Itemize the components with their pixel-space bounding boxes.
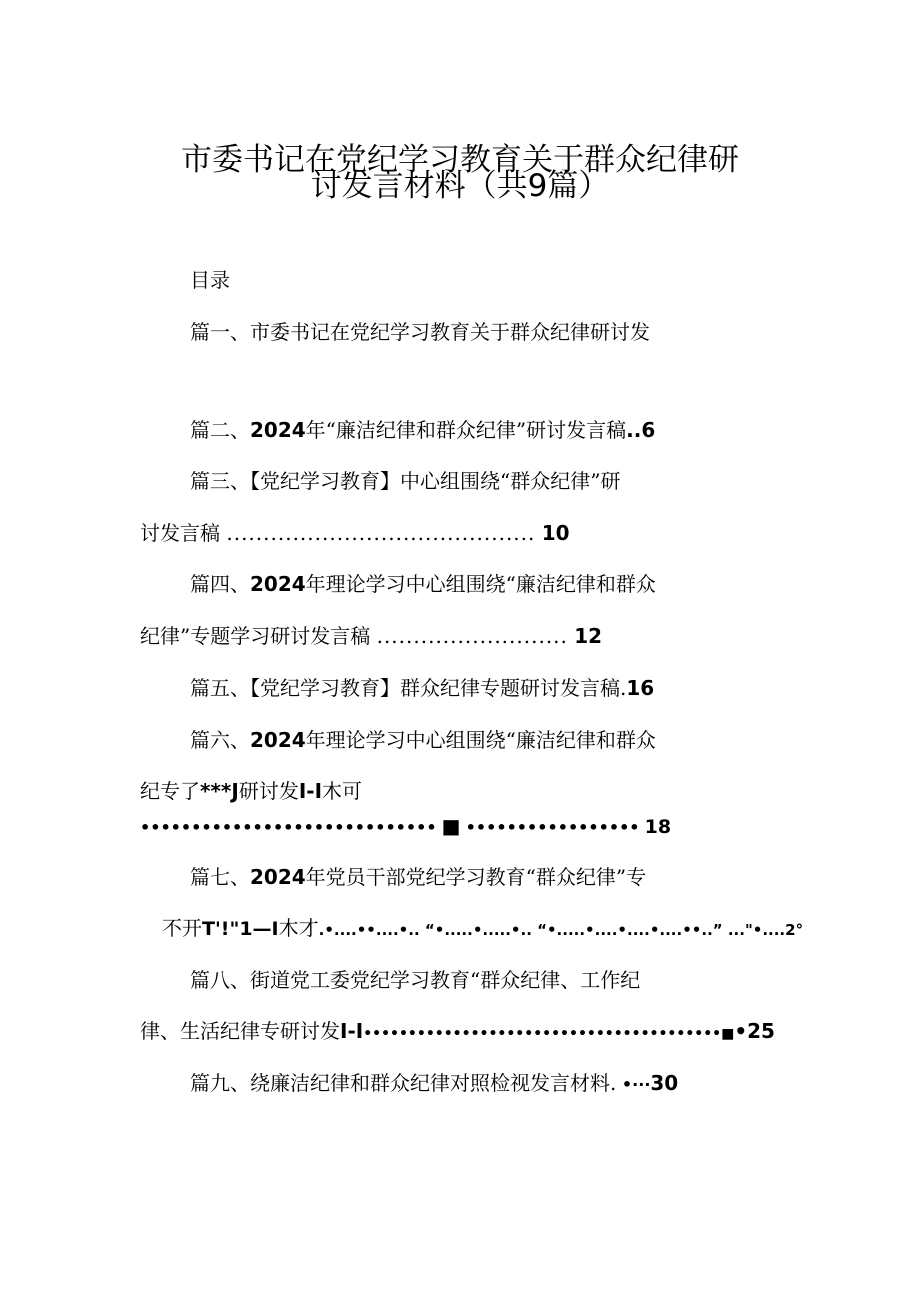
toc-label: 目录: [190, 268, 230, 292]
entry-text: 篇九、绕廉洁纪律和群众纪律对照检视发言材料.: [190, 1071, 617, 1095]
toc-entry-1[interactable]: 篇一、市委书记在党纪学习教育关于群众纪律研讨发: [190, 320, 650, 344]
entry-garbled-text: I-I: [340, 1019, 364, 1043]
entry-page-number: 12: [574, 624, 603, 648]
entry-year: 2024: [250, 728, 306, 752]
dot-leader: •···: [616, 1075, 651, 1094]
entry-text: 年党员干部党纪学习教育“群众纪律”专: [305, 865, 647, 889]
entry-year: 2024: [250, 572, 306, 596]
toc-entry-3-line-1[interactable]: 篇三、【党纪学习教育】中心组围绕“群众纪律”研: [190, 469, 621, 493]
entry-text: 不开: [162, 916, 202, 940]
toc-entry-9[interactable]: [190, 1069, 678, 1099]
entry-garbled-text: ***J: [200, 779, 239, 803]
entry-year: 2024: [250, 865, 306, 889]
entry-text: 年理论学习中心组围绕“廉洁纪律和群众: [305, 572, 656, 596]
toc-entry-7-line-1[interactable]: [190, 863, 646, 891]
toc-entry-4-line-1[interactable]: [190, 570, 656, 598]
toc-entry-8-line-1[interactable]: 篇八、街道党工委党纪学习教育“群众纪律、工作纪: [190, 968, 641, 992]
entry-garbled-text: T'!"1—I: [202, 918, 279, 940]
entry-text: 木才: [278, 916, 319, 940]
entry-text: 研讨发: [238, 779, 299, 803]
entry-text: 木可: [322, 779, 363, 803]
entry-text: 纪专了: [140, 779, 200, 803]
entry-page-number: 18: [644, 816, 672, 838]
square-mark: ■: [721, 1026, 735, 1042]
entry-page-number: ..6: [626, 418, 656, 442]
document-title-line-1: 市委书记在党纪学习教育关于群众纪律研: [181, 142, 739, 178]
entry-garbled-leader: .•....••....•.. “•.....•.....•.. “•.....•....•....•....••..” ..."•....2°: [318, 921, 804, 939]
toc-entry-3-line-2[interactable]: [140, 519, 570, 547]
toc-entry-5[interactable]: [190, 674, 654, 702]
entry-prefix: 篇二、: [190, 418, 250, 442]
entry-prefix: 篇六、: [190, 728, 250, 752]
toc-entry-4-line-2[interactable]: [140, 622, 602, 650]
entry-page-number: •25: [734, 1019, 775, 1043]
entry-text: 律、生活纪律专研讨发: [140, 1019, 340, 1043]
square-mark: ■: [441, 814, 461, 838]
toc-entry-6-line-3[interactable]: [140, 812, 671, 842]
toc-entry-2[interactable]: [190, 416, 655, 444]
entry-prefix: 篇四、: [190, 572, 250, 596]
toc-entry-6-line-2[interactable]: [140, 777, 362, 805]
dot-leader: ..........................................: [226, 521, 536, 545]
entry-page-number: 10: [541, 521, 570, 545]
entry-prefix: 篇七、: [190, 865, 250, 889]
document-title-line-2: 讨发言材料（共9篇）: [310, 168, 610, 204]
entry-year: 2024: [250, 418, 306, 442]
dot-leader: •••••••••••••••••: [465, 818, 640, 837]
dot-leader: ..........................: [376, 624, 568, 648]
dot-leader: ••••••••••••••••••••••••••••••••••••••••: [363, 1026, 722, 1042]
entry-text: 篇五、【党纪学习教育】群众纪律专题研讨发言稿.: [190, 676, 627, 700]
toc-entry-6-line-1[interactable]: [190, 726, 656, 754]
entry-garbled-text: I-I: [298, 779, 323, 803]
entry-page-number: 30: [650, 1071, 679, 1095]
toc-entry-7-line-2[interactable]: [162, 914, 803, 944]
entry-text: 年理论学习中心组围绕“廉洁纪律和群众: [305, 728, 656, 752]
entry-page-number: 16: [626, 676, 655, 700]
dot-leader: •••••••••••••••••••••••••••••: [140, 818, 437, 837]
entry-text: 年“廉洁纪律和群众纪律”研讨发言稿: [305, 418, 627, 442]
entry-text: 纪律”专题学习研讨发言稿: [140, 624, 371, 648]
toc-entry-8-line-2[interactable]: [140, 1017, 775, 1048]
entry-text: 讨发言稿: [140, 521, 220, 545]
